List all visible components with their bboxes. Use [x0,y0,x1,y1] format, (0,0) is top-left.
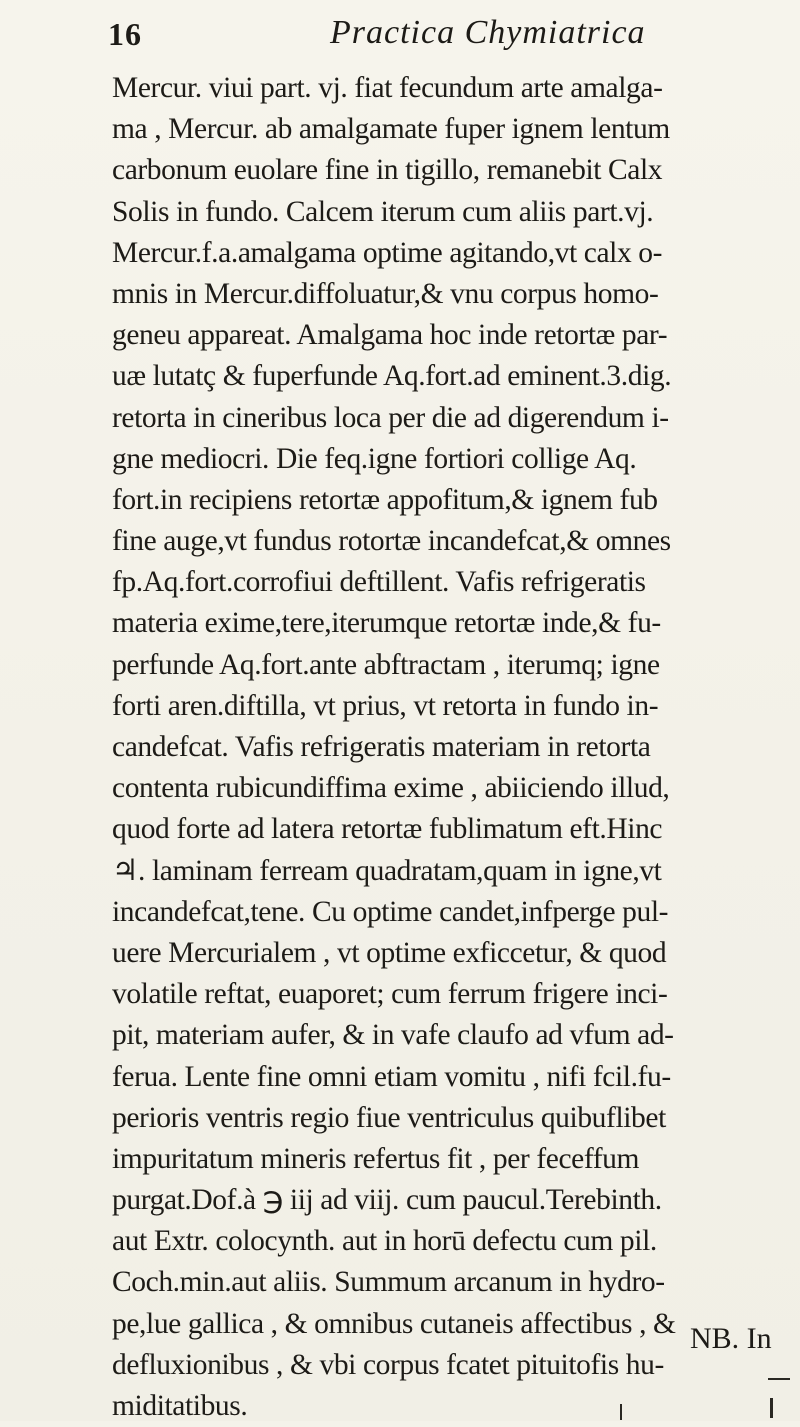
text-line: uere Mercurialem , vt optime exficcetur, & quod [112,936,667,969]
text-line: Mercur. viui part. vj. fiat fecundum arte amalga- [112,72,663,104]
text-line: perfunde Aq.fort.ante abftractam , iterumq; igne [112,648,660,681]
text-line: quod forte ad latera retortæ fublimatum eft.Hinc [112,813,663,846]
text-line: Mercur.f.a.amalgama optime agitando,vt calx o- [112,236,663,269]
text-line: fine auge,vt fundus rotortæ incandefcat,& omnes [112,525,671,558]
ink-speck [768,1378,790,1380]
text-line: incandefcat,tene. Cu optime candet,infperge pul- [112,895,669,928]
text-line: pe,lue gallica , & omnibus cutaneis affectibus , & [112,1307,676,1340]
text-line: ferua. Lente fine omni etiam vomitu , nifi fcil.fu- [112,1060,671,1093]
text-line: defluxionibus , & vbi corpus fcatet pituitofis hu- [112,1348,664,1381]
text-line: carbonum euolare fine in tigillo, remanebit Calx [112,154,663,187]
page-header [108,14,768,62]
text-line: aut Extr. colocynth. aut in horū defectu cum pil. [112,1225,657,1258]
text-line: perioris ventris regio fiue ventriculus quibuflibet [112,1101,666,1134]
text-line: impuritatum mineris refertus fit , per feceffum [112,1142,640,1175]
body-text [112,68,776,1427]
text-line: Coch.min.aut aliis. Summum arcanum in hydro- [112,1266,665,1299]
ink-speck [770,1398,773,1418]
text-line: ma , Mercur. ab amalgamate fuper ignem lentum [112,113,670,146]
text-line: retorta in cineribus loca per die ad digerendum i- [112,401,669,434]
page-number: 16 [108,16,142,52]
text-line: contenta rubicundiffima exime , abiiciendo illud, [112,772,670,805]
text-line: uæ lutatç & fuperfunde Aq.fort.ad eminent.3.dig. [112,360,672,393]
text-line: candefcat. Vafis refrigeratis materiam in retorta [112,731,651,763]
running-title: Practica Chymiatrica [330,14,646,51]
text-line: volatile reftat, euaporet; cum ferrum frigere inci- [112,978,668,1011]
text-line: mnis in Mercur.diffoluatur,& vnu corpus homo- [112,277,659,310]
text-line: geneu appareat. Amalgama hoc inde retortæ par- [112,319,668,352]
text-line: materia exime,tere,iterumque retortæ inde,& fu- [112,607,661,640]
text-line: pit, materiam aufer, & in vafe claufo ad vfum ad- [112,1019,674,1052]
text-line: fort.in recipiens retortæ appofitum,& ignem fub [112,483,658,516]
catchword: NB. In [690,1322,772,1355]
text-line: ♃. laminam ferream quadratam,quam in igne,vt [112,854,662,887]
text-line: purgat.Dof.à ℈ iij ad viij. cum paucul.Terebinth. [112,1184,662,1217]
text-line: Solis in fundo. Calcem iterum cum aliis part.vj. [112,195,654,228]
text-line: fp.Aq.fort.corrofiui deftillent. Vafis refrigeratis [112,566,646,599]
text-line: gne mediocri. Die feq.igne fortiori collige Aq. [112,442,637,475]
text-line: miditatibus. [112,1390,248,1422]
text-line: forti aren.diftilla, vt prius, vt retorta in fundo in- [112,689,659,722]
ink-speck [620,1404,622,1420]
